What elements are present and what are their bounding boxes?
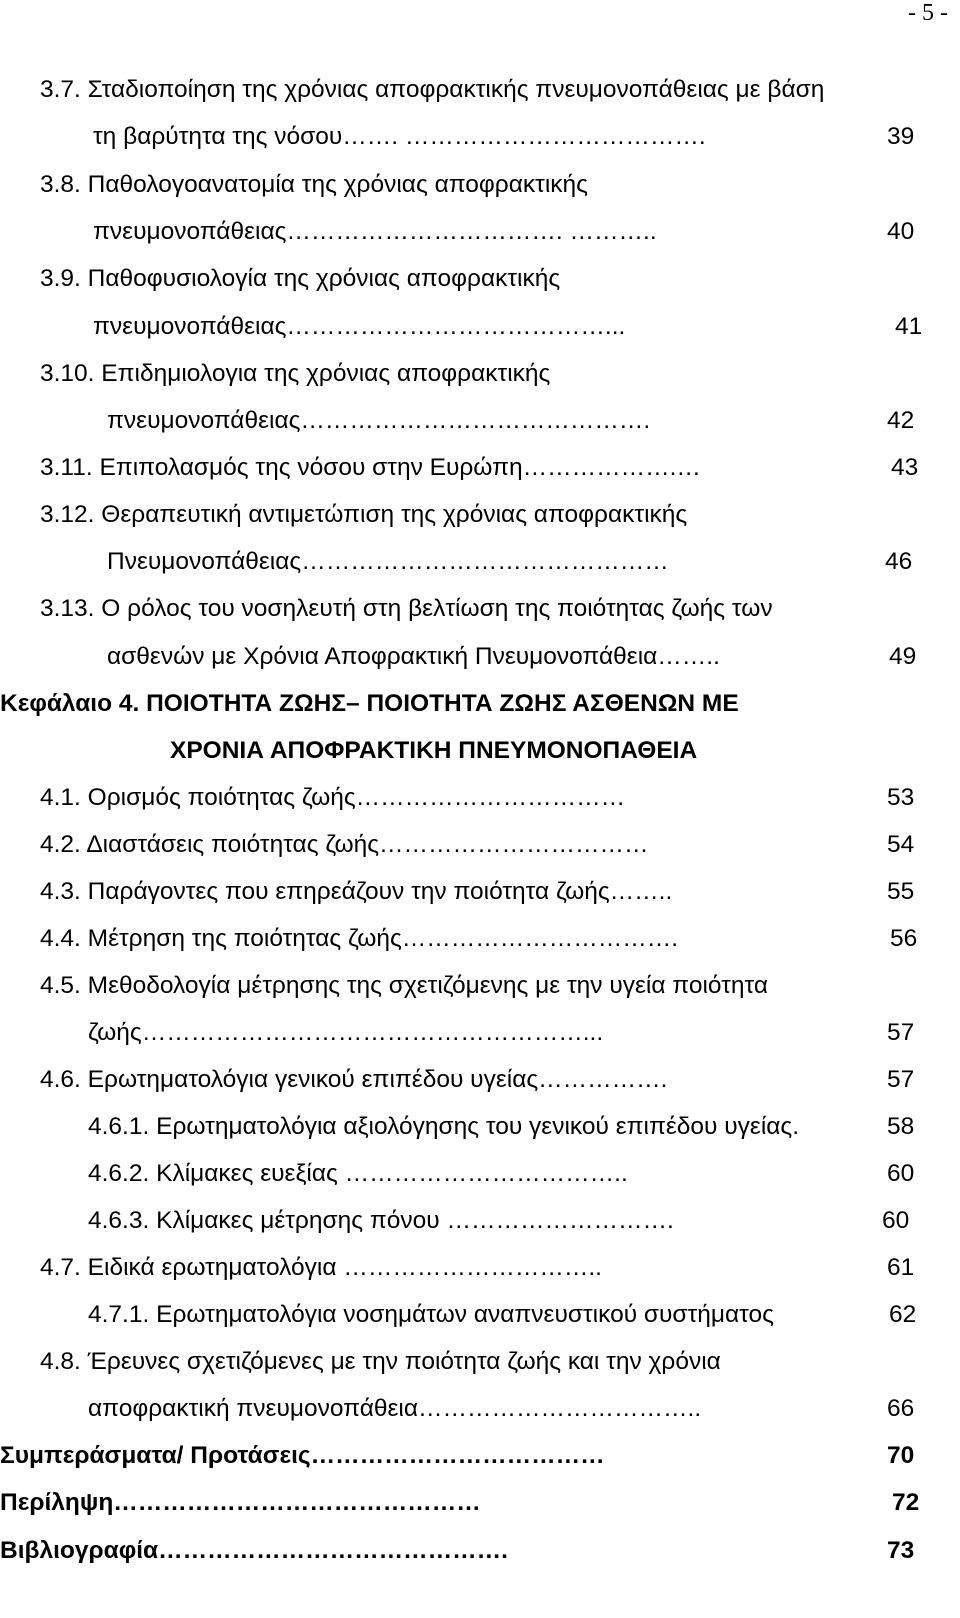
toc-page-number: 61 <box>887 1254 915 1281</box>
toc-entry-text: 4.4. Μέτρηση της ποιότητας ζωής……………………………. <box>40 925 679 952</box>
toc-entry-text: 3.9. Παθοφυσιολογία της χρόνιας αποφρακτικής <box>40 265 561 292</box>
toc-page-number: 73 <box>887 1537 915 1564</box>
toc-page-number: 40 <box>887 218 915 245</box>
toc-entry-text: Πνευμονοπάθειας……………………………………… <box>107 548 669 575</box>
toc-entry <box>0 73 960 107</box>
toc-page-number: 42 <box>887 407 915 434</box>
toc-page-number: 56 <box>890 925 918 952</box>
toc-entry <box>0 1063 960 1097</box>
toc-entry <box>0 1157 960 1191</box>
toc-entry-text: πνευμονοπάθειας……………………………………. <box>107 407 651 434</box>
toc-page-number: 46 <box>885 548 913 575</box>
chapter-title: Κεφάλαιο 4. ΠΟΙΟΤΗΤΑ ΖΩΗΣ– ΠΟΙΟΤΗΤΑ ΖΩΗΣ ΑΣΘΕΝΩΝ ΜΕ <box>0 690 739 717</box>
toc-entry-text: 4.8. Έρευνες σχετιζόμενες με την ποιότητα ζωής και την χρόνια <box>40 1348 721 1375</box>
toc-entry <box>0 120 960 154</box>
toc-page-number: 57 <box>887 1019 915 1046</box>
toc-entry <box>0 592 960 626</box>
page-number: - 5 - <box>908 0 948 26</box>
chapter-title: ΧΡΟΝΙΑ ΑΠΟΦΡΑΚΤΙΚΗ ΠΝΕΥΜΟΝΟΠΑΘΕΙΑ <box>170 737 698 764</box>
toc-entry-text: ασθενών με Χρόνια Αποφρακτική Πνευμονοπάθεια…….. <box>107 643 720 670</box>
toc-entry <box>0 357 960 391</box>
toc-entry <box>0 310 960 344</box>
toc-entry-text: ζωής………………………………………………... <box>88 1019 604 1046</box>
chapter-heading <box>0 734 960 768</box>
toc-page-number: 60 <box>887 1160 915 1187</box>
toc-page-number: 62 <box>889 1301 917 1328</box>
toc-page-number: 53 <box>887 784 915 811</box>
toc-section-heading <box>0 1486 960 1520</box>
toc-page-number: 39 <box>887 123 915 150</box>
toc-entry-text: Περίληψη……………………………………… <box>0 1489 481 1516</box>
toc-page-number: 55 <box>887 878 915 905</box>
toc-page-number: 60 <box>882 1207 910 1234</box>
toc-entry <box>0 1016 960 1050</box>
toc-entry-text: 4.6. Ερωτηματολόγια γενικού επιπέδου υγείας……………. <box>40 1066 668 1093</box>
toc-section-heading <box>0 1534 960 1568</box>
toc-entry-text: 4.6.2. Κλίμακες ευεξίας …………………………….. <box>88 1160 628 1187</box>
toc-entry <box>0 1110 960 1144</box>
toc-entry-text: 4.5. Μεθοδολογία μέτρησης της σχετιζόμενης με την υγεία ποιότητα <box>40 972 769 999</box>
toc-entry-text: 4.2. Διαστάσεις ποιότητας ζωής…………………………… <box>40 831 649 858</box>
toc-page-number: 70 <box>887 1442 915 1469</box>
toc-entry <box>0 1298 960 1332</box>
toc-entry-text: Βιβλιογραφία……………………………………. <box>0 1537 508 1564</box>
toc-page-number: 54 <box>887 831 915 858</box>
toc-entry <box>0 1392 960 1426</box>
toc-entry-text: 4.7.1. Ερωτηματολόγια νοσημάτων αναπνευστικού συστήματος <box>88 1301 774 1328</box>
toc-entry <box>0 922 960 956</box>
toc-entry-text: 4.6.3. Κλίμακες μέτρησης πόνου ………………………. <box>88 1207 674 1234</box>
toc-entry-text: 3.7. Σταδιοποίηση της χρόνιας αποφρακτικής πνευμονοπάθειας με βάση <box>40 76 825 103</box>
toc-page-number: 58 <box>887 1113 915 1140</box>
toc-page-number: 72 <box>892 1489 920 1516</box>
toc-entry <box>0 451 960 485</box>
toc-entry <box>0 1204 960 1238</box>
toc-page-number: 66 <box>887 1395 915 1422</box>
toc-section-heading <box>0 1439 960 1473</box>
toc-entry <box>0 545 960 579</box>
toc-entry <box>0 215 960 249</box>
toc-entry-text: 3.8. Παθολογοανατομία της χρόνιας αποφρακτικής <box>40 171 588 198</box>
toc-entry <box>0 262 960 296</box>
toc-entry <box>0 781 960 815</box>
toc-entry-text: 4.1. Ορισμός ποιότητας ζωής…………………………… <box>40 784 626 811</box>
toc-entry-text: 4.7. Ειδικά ερωτηματολόγια ………………………….. <box>40 1254 602 1281</box>
toc-entry-text: Συμπεράσματα/ Προτάσεις……………………………… <box>0 1442 605 1469</box>
chapter-heading <box>0 687 960 721</box>
toc-entry <box>0 640 960 674</box>
toc-entry-text: 4.6.1. Ερωτηματολόγια αξιολόγησης του γενικού επιπέδου υγείας. <box>88 1113 800 1140</box>
toc-entry <box>0 1345 960 1379</box>
toc-entry <box>0 168 960 202</box>
toc-entry-text: πνευμονοπάθειας……………………………. ……….. <box>93 218 657 245</box>
toc-page-number: 43 <box>891 454 919 481</box>
toc-entry <box>0 404 960 438</box>
toc-entry-text: πνευμονοπάθειας…………………………………... <box>93 313 626 340</box>
toc-entry <box>0 1251 960 1285</box>
toc-entry-text: 3.11. Επιπολασμός της νόσου στην Ευρώπη……………….… <box>40 454 701 481</box>
toc-entry <box>0 828 960 862</box>
toc-entry <box>0 875 960 909</box>
toc-entry-text: 4.3. Παράγοντες που επηρεάζουν την ποιότητα ζωής…….. <box>40 878 673 905</box>
toc-page-number: 57 <box>887 1066 915 1093</box>
toc-page-number: 49 <box>889 643 917 670</box>
toc-entry <box>0 498 960 532</box>
toc-entry-text: τη βαρύτητα της νόσου……. ………………………………. <box>93 123 706 150</box>
toc-entry-text: 3.12. Θεραπευτική αντιμετώπιση της χρόνιας αποφρακτικής <box>40 501 688 528</box>
toc-page-number: 41 <box>895 313 923 340</box>
toc-entry-text: αποφρακτική πνευμονοπάθεια…………………………….. <box>88 1395 702 1422</box>
toc-entry-text: 3.10. Επιδημιολογια της χρόνιας αποφρακτικής <box>40 360 551 387</box>
toc-entry <box>0 969 960 1003</box>
toc-entry-text: 3.13. Ο ρόλος του νοσηλευτή στη βελτίωση της ποιότητας ζωής των <box>40 595 773 622</box>
